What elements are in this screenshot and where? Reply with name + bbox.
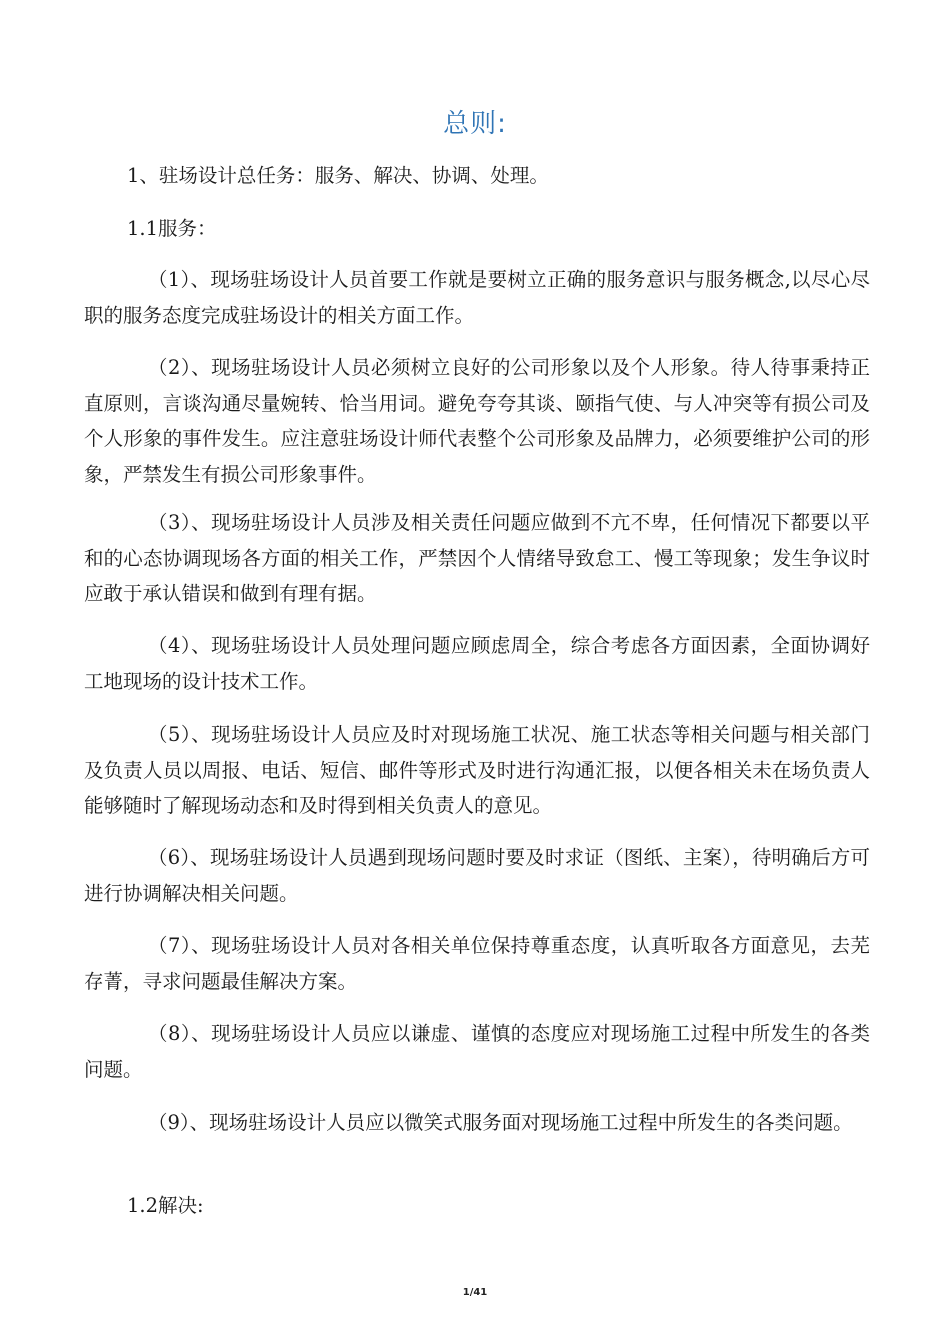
page-number: 1/41 (462, 1287, 488, 1298)
section-heading-1-2: 1.2解决: (127, 1194, 204, 1217)
paragraph-item-5: （5）、现场驻场设计人员应及时对现场施工状况、施工状态等相关问题与相关部门及负责人员以周报、电话、短信、邮件等形式及时进行沟通汇报，以便各相关未在场负责人能够随时了解现场动态和及时得到相关负责人的意见。 (84, 723, 870, 817)
paragraph-item-3: （3）、现场驻场设计人员涉及相关责任问题应做到不亢不卑，任何情况下都要以平和的心态协调现场各方面的相关工作，严禁因个人情绪导致怠工、慢工等现象；发生争议时应敢于承认错误和做到有理有据。 (84, 511, 870, 605)
page-title: 总则: (443, 109, 507, 139)
paragraph-item-1: （1）、现场驻场设计人员首要工作就是要树立正确的服务意识与服务概念,以尽心尽职的服务态度完成驻场设计的相关方面工作。 (84, 268, 870, 327)
paragraph-item-6: （6）、现场驻场设计人员遇到现场问题时要及时求证（图纸、主案），待明确后方可进行协调解决相关问题。 (84, 846, 870, 905)
paragraph-item-4: （4）、现场驻场设计人员处理问题应顾虑周全，综合考虑各方面因素，全面协调好工地现场的设计技术工作。 (84, 634, 870, 693)
section-heading-1-1: 1.1服务： (127, 217, 217, 240)
paragraph-item-2: （2）、现场驻场设计人员必须树立良好的公司形象以及个人形象。待人待事秉持正直原则，言谈沟通尽量婉转、恰当用词。避免夸夸其谈、颐指气使、与人冲突等有损公司及个人形象的事件发生。应注意驻场设计师代表整个公司形象及品牌力，必须要维护公司的形象，严禁发生有损公司形象事件。 (84, 356, 870, 486)
paragraph-item-7: （7）、现场驻场设计人员对各相关单位保持尊重态度，认真听取各方面意见，去芜存菁，寻求问题最佳解决方案。 (84, 934, 870, 993)
paragraph-item-9: （9）、现场驻场设计人员应以微笑式服务面对现场施工过程中所发生的各类问题。 (148, 1111, 853, 1134)
paragraph-item-8: （8）、现场驻场设计人员应以谦虚、谨慎的态度应对现场施工过程中所发生的各类问题。 (84, 1022, 870, 1081)
section-heading-1: 1、驻场设计总任务：服务、解决、协调、处理。 (127, 164, 549, 187)
